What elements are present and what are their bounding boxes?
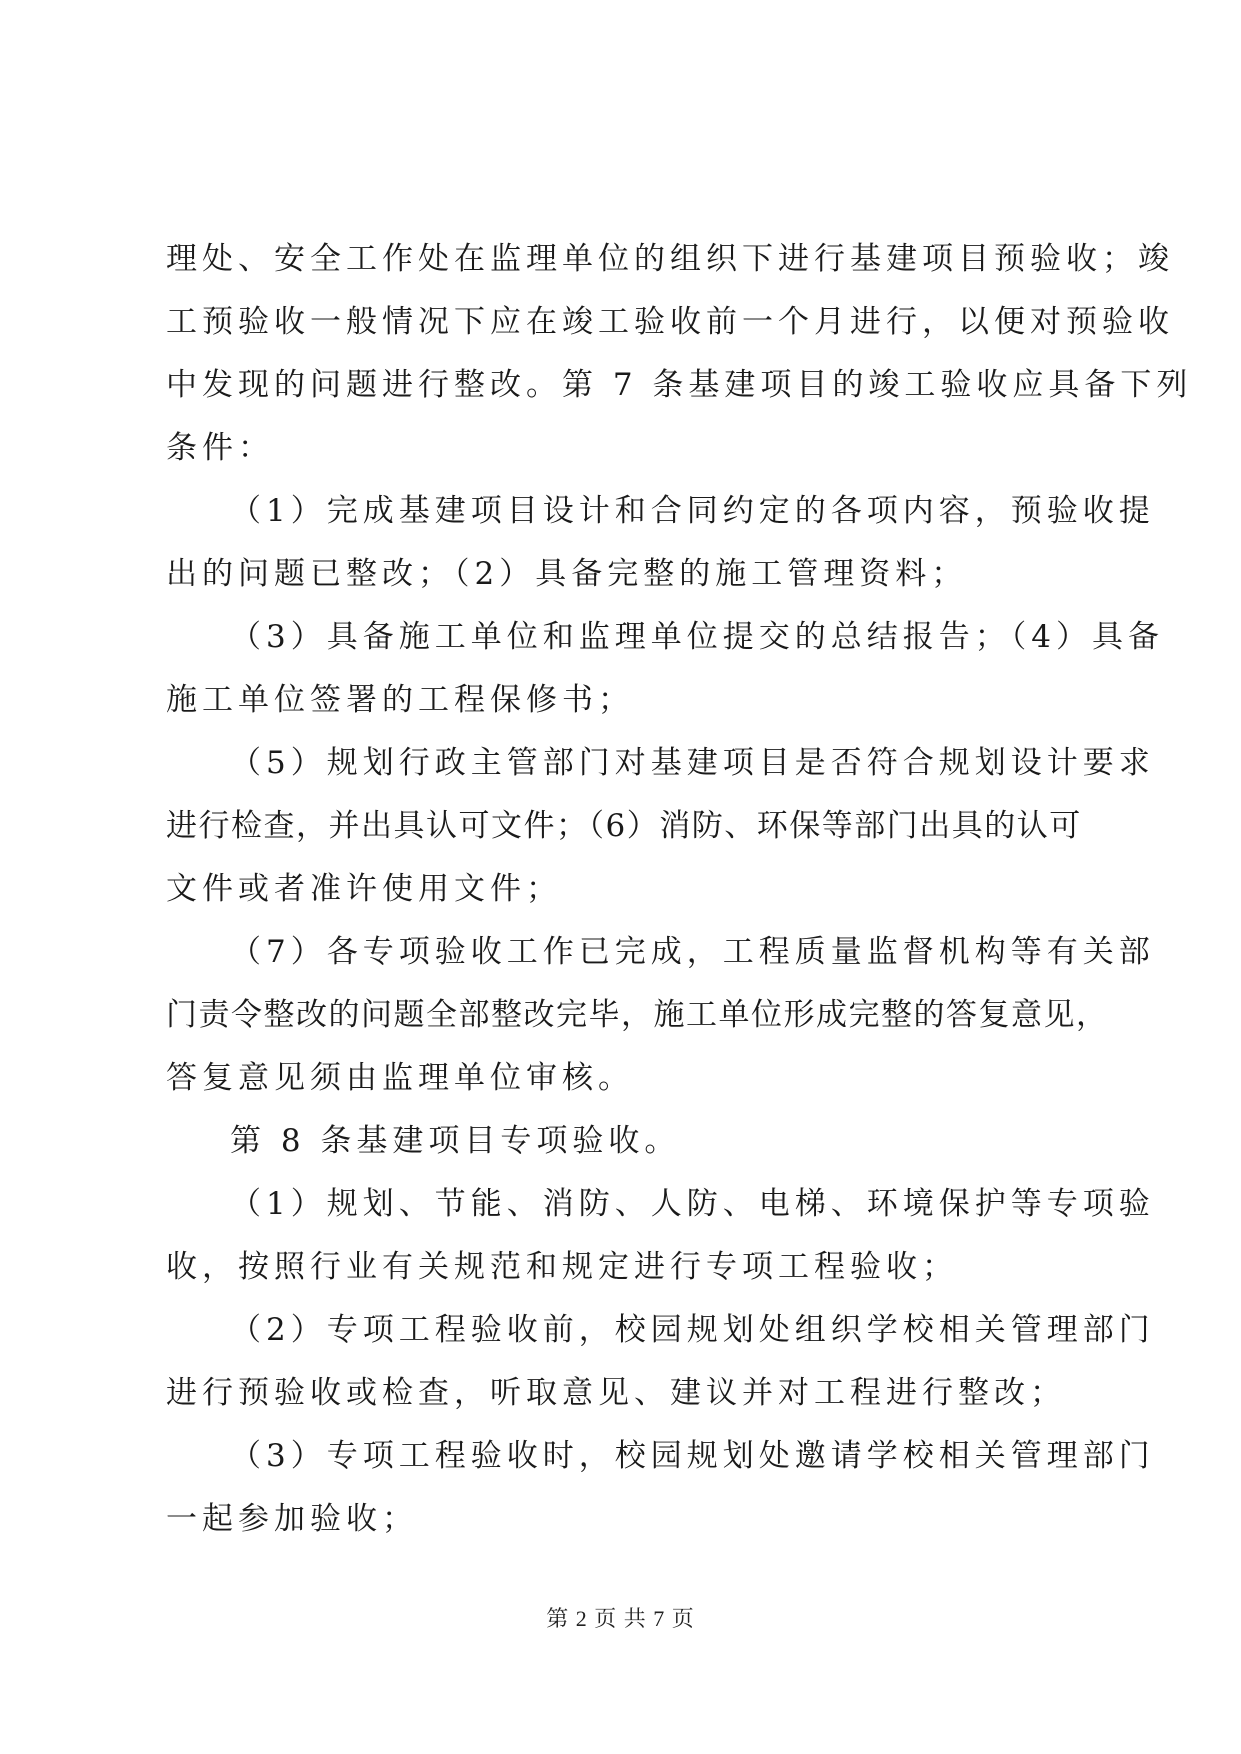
text-line-8: 施工单位签署的工程保修书； bbox=[166, 682, 634, 718]
text-line-7: （3）具备施工单位和监理单位提交的总结报告；（4）具备 bbox=[230, 619, 1164, 655]
text-line-9: （5）规划行政主管部门对基建项目是否符合规划设计要求 bbox=[230, 745, 1155, 781]
text-line-14: 答复意见须由监理单位审核。 bbox=[166, 1060, 634, 1096]
page-number-footer: 第 2 页 共 7 页 bbox=[546, 1606, 695, 1631]
text-line-17: 收，按照行业有关规范和规定进行专项工程验收； bbox=[166, 1249, 958, 1285]
text-line-3: 中发现的问题进行整改。第 7 条基建项目的竣工验收应具备下列 bbox=[166, 367, 1193, 403]
text-line-1: 理处、安全工作处在监理单位的组织下进行基建项目预验收；竣 bbox=[166, 241, 1174, 277]
document-body bbox=[166, 228, 1193, 1551]
text-line-6: 出的问题已整改；（2）具备完整的施工管理资料； bbox=[166, 556, 968, 592]
text-line-21: 一起参加验收； bbox=[166, 1501, 418, 1537]
text-line-2: 工预验收一般情况下应在竣工验收前一个月进行，以便对预验收 bbox=[166, 304, 1174, 340]
text-line-15: 第 8 条基建项目专项验收。 bbox=[230, 1123, 681, 1159]
text-line-5: （1）完成基建项目设计和合同约定的各项内容，预验收提 bbox=[230, 493, 1155, 529]
text-line-4: 条件： bbox=[166, 430, 274, 466]
text-line-10: 进行检查，并出具认可文件；（6）消防、环保等部门出具的认可 bbox=[166, 808, 1082, 844]
text-line-20: （3）专项工程验收时，校园规划处邀请学校相关管理部门 bbox=[230, 1438, 1155, 1474]
text-line-13: 门责令整改的问题全部整改完毕，施工单位形成完整的答复意见， bbox=[166, 997, 1109, 1033]
text-line-18: （2）专项工程验收前，校园规划处组织学校相关管理部门 bbox=[230, 1312, 1155, 1348]
text-line-19: 进行预验收或检查，听取意见、建议并对工程进行整改； bbox=[166, 1375, 1066, 1411]
text-line-16: （1）规划、节能、消防、人防、电梯、环境保护等专项验 bbox=[230, 1186, 1155, 1222]
text-line-12: （7）各专项验收工作已完成，工程质量监督机构等有关部 bbox=[230, 934, 1155, 970]
text-line-11: 文件或者准许使用文件； bbox=[166, 871, 562, 907]
